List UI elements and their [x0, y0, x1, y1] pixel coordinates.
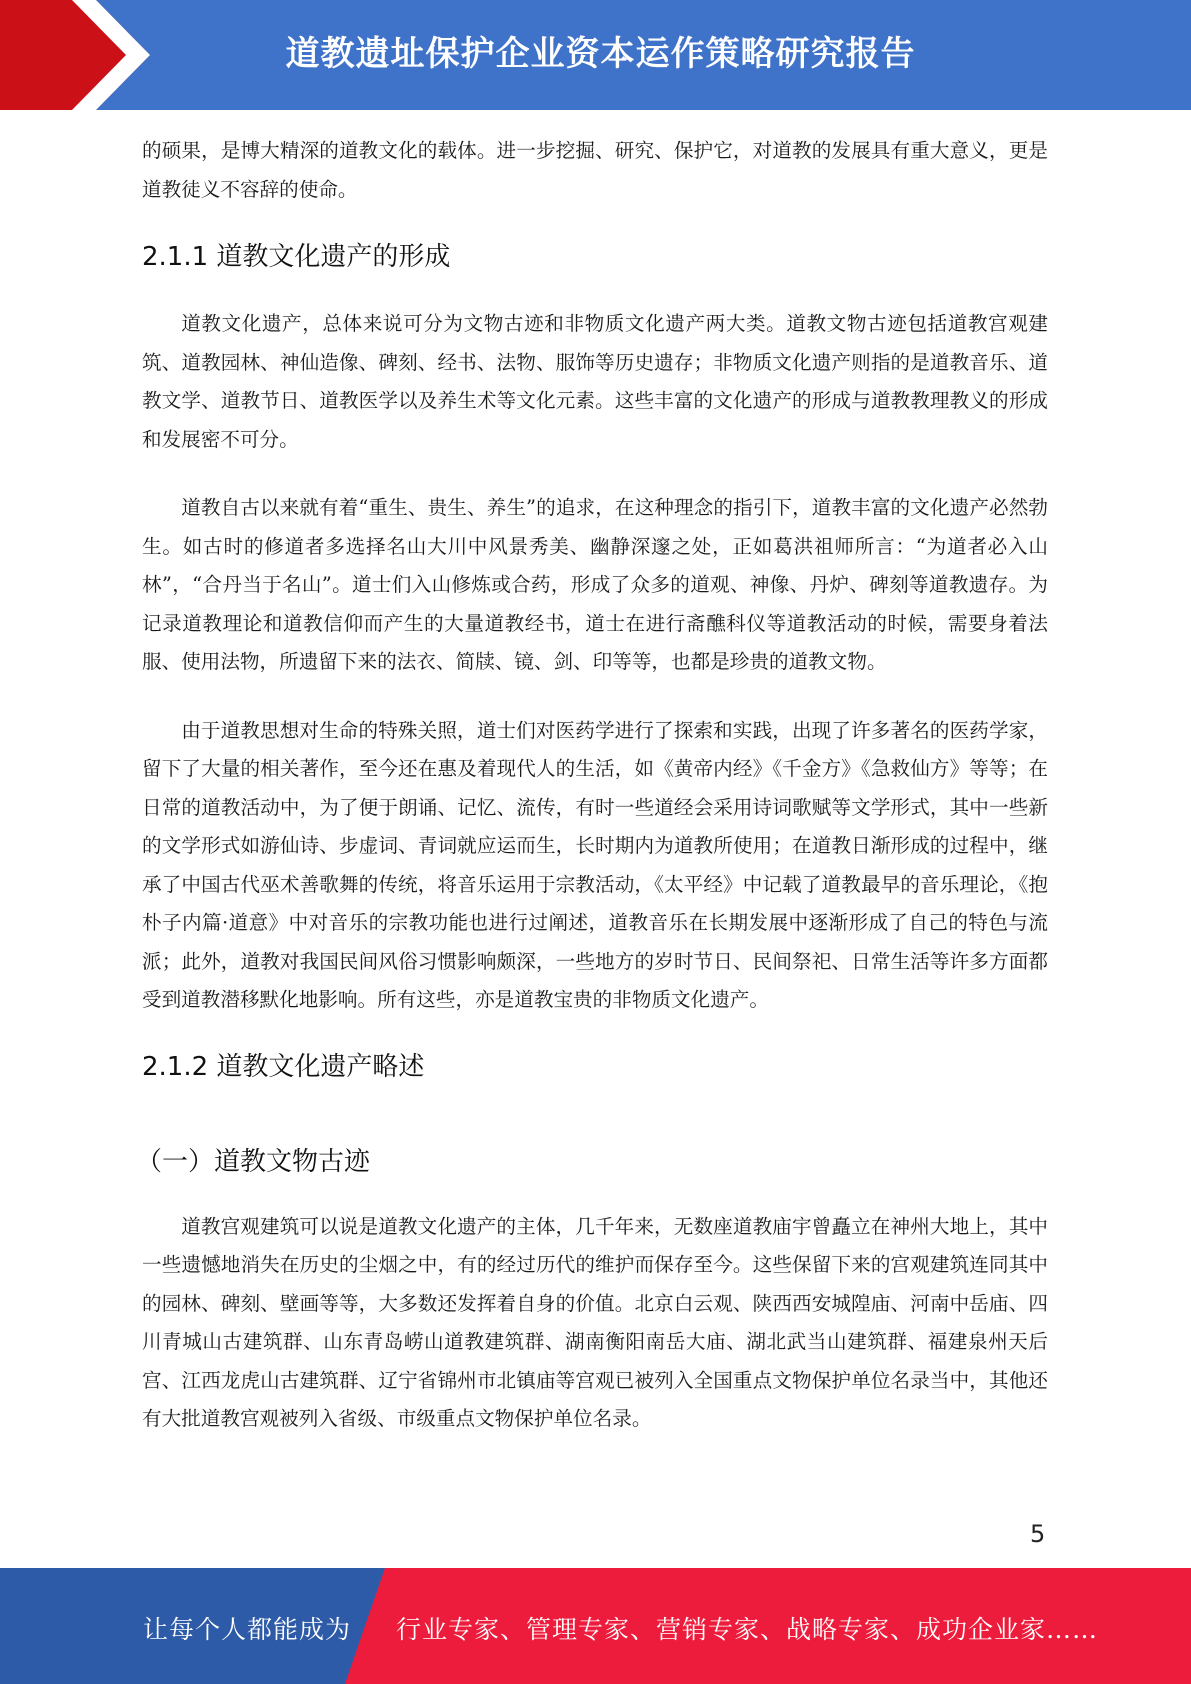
- page-content: [136, 132, 1048, 1439]
- page-number: 5: [1030, 1520, 1046, 1548]
- footer-slogan-right: 行业专家、管理专家、营销专家、战略专家、成功企业家……: [396, 1615, 1099, 1644]
- paragraph: 道教自古以来就有着“重生、贵生、养生”的追求，在这种理念的指引下，道教丰富的文化遗产必然勃生。如古时的修道者多选择名山大川中风景秀美、幽静深邃之处，正如葛洪祖师所言：“为道者必入山林”，“合丹当于名山”。道士们入山修炼或合药，形成了众多的道观、神像、丹炉、碑刻等道教遗存。为记录道教理论和道教信仰而产生的大量道教经书，道士在进行斋醮科仪等道教活动的时候，需要身着法服、使用法物，所遗留下来的法衣、简牍、镜、剑、印等等，也都是珍贵的道教文物。: [142, 496, 1048, 673]
- page-footer: [0, 1568, 1191, 1684]
- section-heading-2-1-2: 2.1.2 道教文化遗产略述: [142, 1051, 425, 1082]
- paragraph: 由于道教思想对生命的特殊关照，道士们对医药学进行了探索和实践，出现了许多著名的医药学家，留下了大量的相关著作，至今还在惠及着现代人的生活，如《黄帝内经》《千金方》《急救仙方》等等；在日常的道教活动中，为了便于朗诵、记忆、流传，有时一些道经会采用诗词歌赋等文学形式，其中一些新的文学形式如游仙诗、步虚词、青词就应运而生，长时期内为道教所使用；在道教日渐形成的过程中，继承了中国古代巫术善歌舞的传统，将音乐运用于宗教活动，《太平经》中记载了道教最早的音乐理论，《抱朴子内篇·道意》中对音乐的宗教功能也进行过阐述，道教音乐在长期发展中逐渐形成了自己的特色与流派；此外，道教对我国民间风俗习惯影响颇深，一些地方的岁时节日、民间祭祀、日常生活等许多方面都受到道教潜移默化地影响。所有这些，亦是道教宝贵的非物质文化遗产。: [142, 718, 1048, 1011]
- subsection-heading: （一）道教文物古迹: [136, 1146, 371, 1177]
- footer-slogan-left: 让每个人都能成为: [143, 1615, 352, 1644]
- paragraph: 道教宫观建筑可以说是道教文化遗产的主体，几千年来，无数座道教庙宇曾矗立在神州大地上，其中一些遗憾地消失在历史的尘烟之中，有的经过历代的维护而保存至今。这些保留下来的宫观建筑连同其中的园林、碑刻、壁画等等，大多数还发挥着自身的价值。北京白云观、陕西西安城隍庙、河南中岳庙、四川青城山古建筑群、山东青岛崂山道教建筑群、湖南衡阳南岳大庙、湖北武当山建筑群、福建泉州天后宫、江西龙虎山古建筑群、辽宁省锦州市北镇庙等宫观已被列入全国重点文物保护单位名录当中，其他还有大批道教宫观被列入省级、市级重点文物保护单位名录。: [142, 1214, 1048, 1430]
- intro-paragraph: 的硕果，是博大精深的道教文化的载体。进一步挖掘、研究、保护它，对道教的发展具有重大意义，更是道教徒义不容辞的使命。: [142, 139, 1048, 201]
- section-heading-2-1-1: 2.1.1 道教文化遗产的形成: [142, 242, 451, 272]
- page-header: [0, 0, 1191, 110]
- report-title: 道教遗址保护企业资本运作策略研究报告: [285, 34, 916, 74]
- paragraph: 道教文化遗产，总体来说可分为文物古迹和非物质文化遗产两大类。道教文物古迹包括道教宫观建筑、道教园林、神仙造像、碑刻、经书、法物、服饰等历史遗存；非物质文化遗产则指的是道教音乐、道教文学、道教节日、道教医学以及养生术等文化元素。这些丰富的文化遗产的形成与道教教理教义的形成和发展密不可分。: [142, 312, 1048, 451]
